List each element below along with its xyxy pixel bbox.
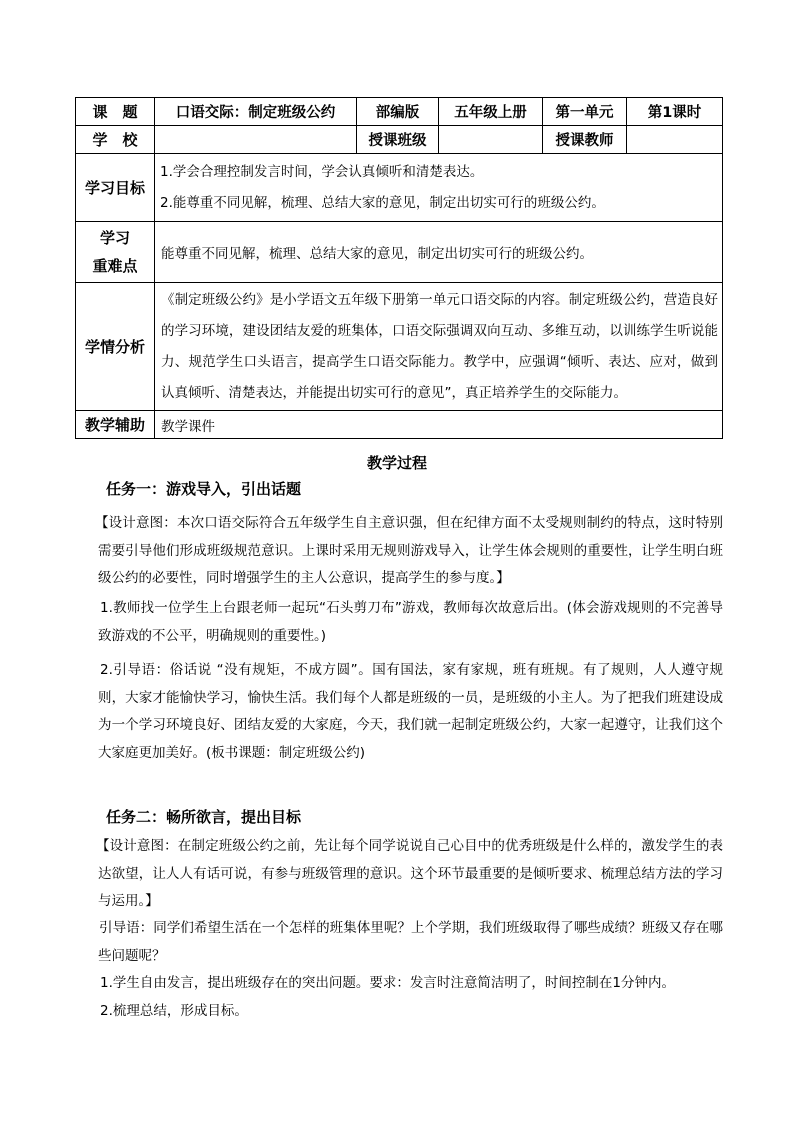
- teacher-label: 授课教师: [543, 126, 627, 154]
- key-points-row: [76, 222, 723, 283]
- topic-row: [76, 98, 723, 126]
- task2-step2: [98, 998, 723, 1026]
- task1-intent: [95, 510, 723, 593]
- lesson-number: 第1课时: [627, 98, 723, 126]
- goals-cell: [155, 154, 723, 222]
- class-value: [439, 126, 543, 154]
- goals-label: 学习目标: [76, 154, 155, 222]
- task1-heading: 任务一：游戏导入，引出话题: [106, 480, 302, 498]
- goal-item: 2.能尊重不同见解，梳理、总结大家的意见，制定出切实可行的班级公约。: [160, 194, 605, 211]
- key-points-label: [76, 222, 155, 283]
- task1-step1-text: 1.教师找一位学生上台跟老师一起玩“石头剪刀布”游戏，教师每次故意后出。(体会游戏规则的不完善导致游戏的不公平，明确规则的重要性。): [98, 600, 723, 644]
- lesson-info-table: [75, 97, 723, 439]
- task2-intent-text: 【设计意图：在制定班级公约之前，先让每个同学说说自己心目中的优秀班级是什么样的，激发学生的表达欲望，让人人有话可说，有参与班级管理的意识。这个环节最重要的是倾听要求、梳理总结方法的学习与运用。】: [96, 838, 723, 909]
- task2-step1-text: 1.学生自由发言，提出班级存在的突出问题。要求：发言时注意简洁明了，时间控制在1分钟内。: [100, 975, 675, 991]
- aids-label: 教学辅助: [76, 411, 155, 439]
- key-points-label-line2: 重难点: [92, 257, 138, 275]
- analysis-text: 《制定班级公约》是小学语文五年级下册第一单元口语交际的内容。制定班级公约，营造良好的学习环境，建设团结友爱的班集体，口语交际强调双向互动、多维互动，以训练学生听说能力、规范学生口头语言，提高学生口语交际能力。教学中，应强调“倾听、表达、应对，做到认真倾听、清楚表达，并能提出切实可行的意见”，真正培养学生的交际能力。: [155, 283, 723, 411]
- task1-step2-text: 2.引导语：俗话说 “没有规矩，不成方圆”。国有国法，家有家规，班有班规。有了规则，人人遵守规则，大家才能愉快学习，愉快生活。我们每个人都是班级的一员，是班级的小主人。为了把我们班建设成为一个学习环境良好、团结友爱的大家庭，今天，我们就一起制定班级公约，大家一起遵守，让我们这个大家庭更加美好。(板书课题：制定班级公约): [98, 662, 723, 761]
- task2-guide-text: 引导语：同学们希望生活在一个怎样的班集体里呢？上个学期，我们班级取得了哪些成绩？班级又存在哪些问题呢？: [98, 920, 723, 964]
- topic-label: 课 题: [76, 98, 155, 126]
- key-points-text: 能尊重不同见解，梳理、总结大家的意见，制定出切实可行的班级公约。: [155, 222, 723, 283]
- unit: 第一单元: [543, 98, 627, 126]
- aids-row: [76, 411, 723, 439]
- aids-text: 教学课件: [155, 411, 723, 439]
- school-label: 学 校: [76, 126, 155, 154]
- teacher-value: [627, 126, 723, 154]
- task1-step2: [98, 657, 723, 767]
- school-row: [76, 126, 723, 154]
- analysis-label: 学情分析: [76, 283, 155, 411]
- school-value: [155, 126, 357, 154]
- task2-guide: [98, 915, 723, 970]
- task1-step1: [98, 595, 723, 650]
- analysis-row: [76, 283, 723, 411]
- key-points-label-line1: 学习: [99, 229, 130, 247]
- task2-intent: [98, 833, 723, 916]
- grade: 五年级上册: [439, 98, 543, 126]
- goals-row: [76, 154, 723, 222]
- topic-value: 口语交际：制定班级公约: [155, 98, 357, 126]
- class-label: 授课班级: [357, 126, 439, 154]
- task1-intent-text: 【设计意图：本次口语交际符合五年级学生自主意识强，但在纪律方面不太受规则制约的特点，这时特别需要引导他们形成班级规范意识。上课时采用无规则游戏导入，让学生体会规则的重要性，让学生明白班级公约的必要性，同时增强学生的主人公意识，提高学生的参与度。】: [95, 515, 723, 586]
- process-title: 教学过程: [366, 454, 427, 472]
- task2-step2-text: 2.梳理总结，形成目标。: [100, 1003, 248, 1019]
- task2-heading: 任务二：畅所欲言，提出目标: [106, 808, 302, 826]
- edition: 部编版: [357, 98, 439, 126]
- goal-item: 1.学会合理控制发言时间，学会认真倾听和清楚表达。: [160, 163, 484, 180]
- task2-step1: [98, 970, 723, 998]
